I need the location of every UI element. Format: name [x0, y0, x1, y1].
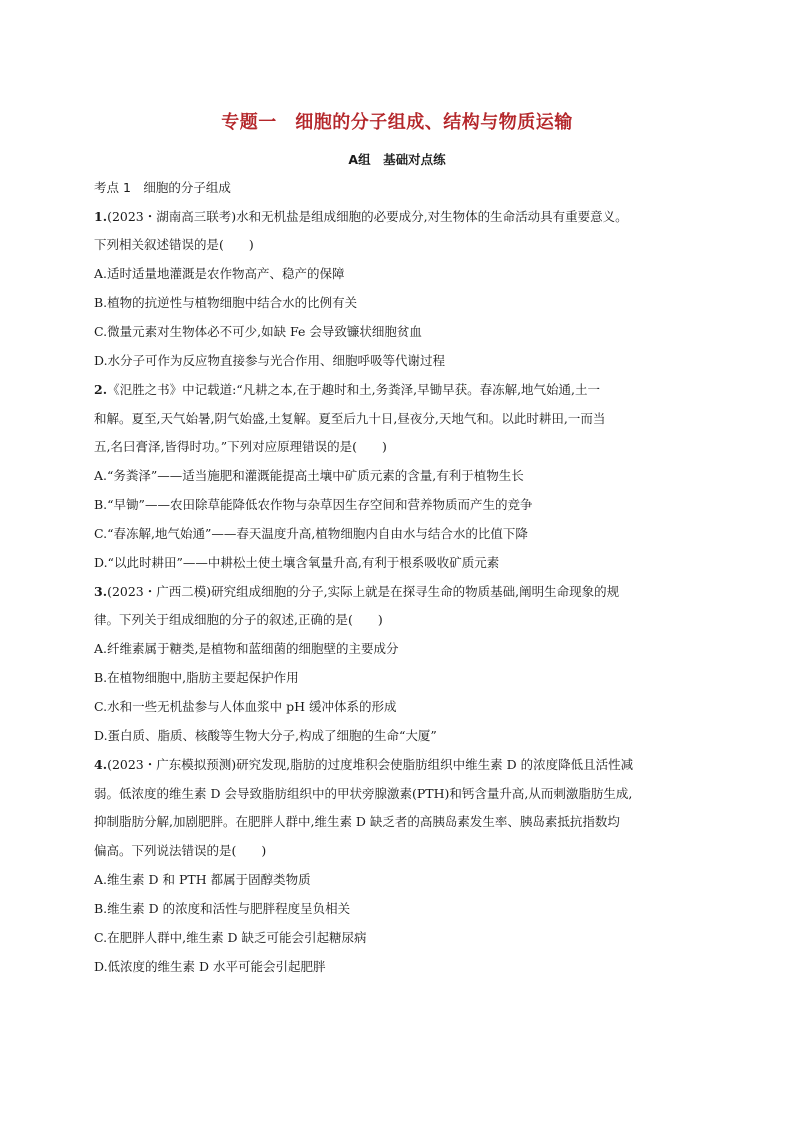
question-1-line-2: 下列相关叙述错误的是( )	[94, 237, 254, 252]
question-2-line-2: 和解。夏至,天气始暑,阴气始盛,土复解。夏至后九十日,昼夜分,天地气和。以此时耕田,一而当	[94, 411, 606, 426]
question-1-line-1: (2023・湖南高三联考)水和无机盐是组成细胞的必要成分,对生物体的生命活动具有重要意义。	[107, 209, 628, 224]
question-2-number: 2.	[94, 382, 108, 397]
question-3-stem	[94, 584, 714, 600]
question-4-number: 4.	[94, 757, 108, 772]
group-heading: A组 基础对点练	[348, 152, 446, 167]
question-4-option-b: B.维生素 D 的浓度和活性与肥胖程度呈负相关	[94, 901, 351, 916]
question-1-option-a: A.适时适量地灌溉是农作物高产、稳产的保障	[94, 266, 345, 281]
question-4-option-c: C.在肥胖人群中,维生素 D 缺乏可能会引起糖尿病	[94, 930, 367, 945]
question-2-option-d: D.“以此时耕田”——中耕松土使土壤含氧量升高,有利于根系吸收矿质元素	[94, 555, 500, 570]
question-2-line-1: 《氾胜之书》中记载道:“凡耕之本,在于趣时和土,务粪泽,早锄早获。春冻解,地气始通,土一	[107, 382, 601, 397]
question-3-line-1: (2023・广西二模)研究组成细胞的分子,实际上就是在探寻生命的物质基础,阐明生命现象的规	[107, 584, 620, 599]
question-3-option-c: C.水和一些无机盐参与人体血浆中 pH 缓冲体系的形成	[94, 699, 397, 714]
question-2-line-3: 五,名曰膏泽,皆得时功。”下列对应原理错误的是( )	[94, 439, 387, 454]
question-4-line-1: (2023・广东模拟预测)研究发现,脂肪的过度堆积会使脂肪组织中维生素 D 的浓度降低且活性减	[107, 757, 634, 772]
question-3-line-2: 律。下列关于组成细胞的分子的叙述,正确的是( )	[94, 612, 383, 627]
question-3-option-d: D.蛋白质、脂质、核酸等生物大分子,构成了细胞的生命“大厦”	[94, 728, 437, 743]
page-title: 专题一 细胞的分子组成、结构与物质运输	[221, 112, 573, 133]
question-2-option-b: B.“早锄”——农田除草能降低农作物与杂草因生存空间和营养物质而产生的竞争	[94, 497, 533, 512]
question-4-line-3: 抑制脂肪分解,加剧肥胖。在肥胖人群中,维生素 D 缺乏者的高胰岛素发生率、胰岛素抵抗指数均	[94, 814, 620, 829]
question-1-option-d: D.水分子可作为反应物直接参与光合作用、细胞呼吸等代谢过程	[94, 353, 446, 368]
question-4-option-a: A.维生素 D 和 PTH 都属于固醇类物质	[94, 872, 311, 887]
question-4-stem	[94, 757, 714, 773]
question-4-line-2: 弱。低浓度的维生素 D 会导致脂肪组织中的甲状旁腺激素(PTH)和钙含量升高,从而刺激脂肪生成,	[94, 786, 633, 801]
section-heading: 考点 1 细胞的分子组成	[94, 180, 231, 195]
question-3-option-a: A.纤维素属于糖类,是植物和蓝细菌的细胞壁的主要成分	[94, 641, 399, 656]
question-3-option-b: B.在植物细胞中,脂肪主要起保护作用	[94, 670, 299, 685]
question-1-option-b: B.植物的抗逆性与植物细胞中结合水的比例有关	[94, 295, 358, 310]
question-2-option-a: A.“务粪泽”——适当施肥和灌溉能提高土壤中矿质元素的含量,有利于植物生长	[94, 468, 524, 483]
question-4-option-d: D.低浓度的维生素 D 水平可能会引起肥胖	[94, 959, 326, 974]
question-3-number: 3.	[94, 584, 108, 599]
question-4-line-4: 偏高。下列说法错误的是( )	[94, 843, 267, 858]
question-2-option-c: C.“春冻解,地气始通”——春天温度升高,植物细胞内自由水与结合水的比值下降	[94, 526, 528, 541]
question-1-number: 1.	[94, 209, 108, 224]
question-1-option-c: C.微量元素对生物体必不可少,如缺 Fe 会导致镰状细胞贫血	[94, 324, 422, 339]
question-1-stem	[94, 209, 714, 225]
question-2-stem	[94, 382, 714, 398]
